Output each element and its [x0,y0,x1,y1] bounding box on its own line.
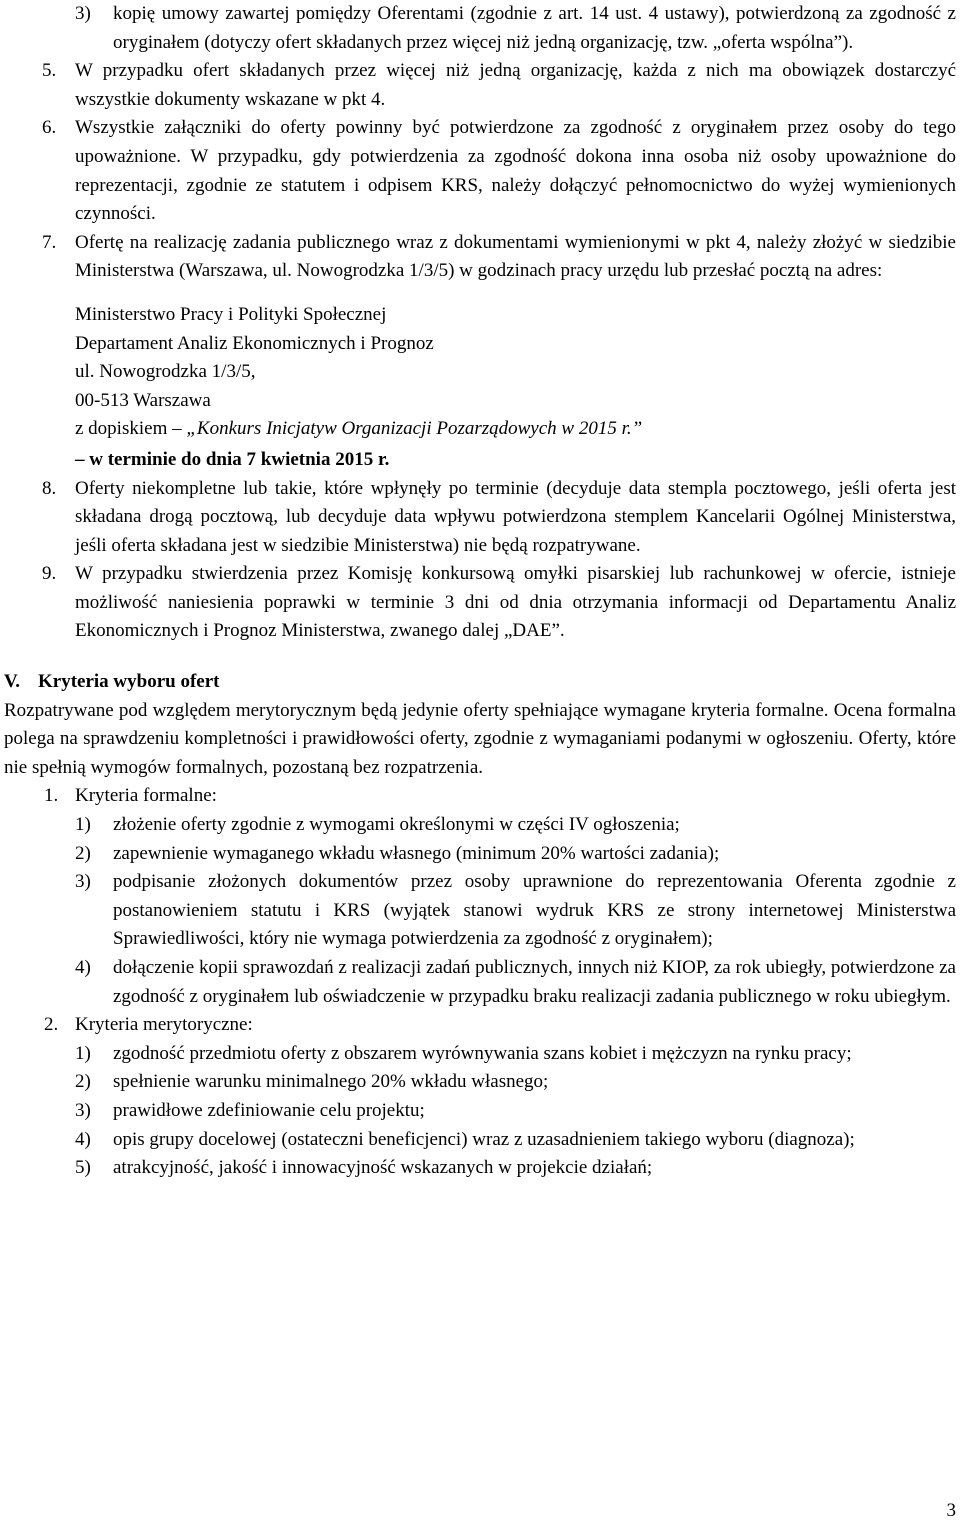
annotation-prefix: z dopiskiem – [75,418,187,440]
item-number: 1) [75,814,91,836]
item-number: 4) [75,1128,91,1150]
list-item [0,811,960,840]
criteria-group-formal [0,782,960,811]
list-item [0,560,960,646]
list-item [0,1097,960,1126]
item-number: 6. [42,117,57,139]
item-number: 3) [75,3,91,24]
item-number: 3) [75,871,91,893]
list-item [0,954,960,1011]
address-line: 00-513 Warszawa [75,389,211,411]
page-number: 3 [946,1500,956,1522]
list-item [0,1126,960,1155]
list-item [0,57,960,114]
item-text: zapewnienie wymaganego wkładu własnego (minimum 20% wartości zadania); [113,842,720,864]
section-intro: Rozpatrywane pod względem merytorycznym będą jedynie oferty spełniające wymagane kryteria formalne. Ocena formalna polega na sprawdzeniu kompletności i prawidłowości oferty, zgodnie z wymaganiami podanymi w ogłoszeniu. Oferty, które nie spełnią wymogów formalnych, pozostaną bez rozpatrzenia. [4,699,956,778]
item-number: 2) [75,842,91,864]
item-text: W przypadku ofert składanych przez więcej niż jedną organizację, każda z nich ma obowiązek dostarczyć wszystkie dokumenty wskazane w pkt 4. [75,60,956,110]
item-text: dołączenie kopii sprawozdań z realizacji zadań publicznych, innych niż KIOP, za rok ubiegły, potwierdzone za zgodność z oryginałem lub oświadczenie w przypadku braku realizacji zadania publicznego w roku ubiegłym. [113,957,956,1007]
group-label: Kryteria formalne: [75,785,217,807]
list-item [0,475,960,561]
item-number: 7. [42,231,57,253]
item-text: W przypadku stwierdzenia przez Komisję konkursową omyłki pisarskiej lub rachunkowej w ofercie, istnieje możliwość naniesienia poprawki w terminie 3 dni od dnia otrzymania informacji od Departamentu Analiz Ekonomicznych i Prognoz Ministerstwa, zwanego dalej „DAE”. [75,563,956,642]
item-number: 3) [75,1099,91,1121]
item-text: kopię umowy zawartej pomiędzy Oferentami (zgodnie z art. 14 ust. 4 ustawy), potwierdzoną za zgodność z oryginałem (dotyczy ofert składanych przez więcej niż jedną organizację, tzw. „oferta wspólna”). [113,3,956,53]
group-number: 1. [44,785,59,807]
item-text: atrakcyjność, jakość i innowacyjność wskazanych w projekcie działań; [113,1157,653,1179]
item-number: 9. [42,563,57,585]
item-number: 2) [75,1071,91,1093]
item-text: Oferty niekompletne lub takie, które wpłynęły po terminie (decyduje data stempla pocztowego, jeśli oferta jest składana drogą pocztową, lub decyduje data wpływu potwierdzona stemplem Kancelarii Ogólnej Ministerstwa, jeśli oferta składana jest w siedzibie Ministerstwa) nie będą rozpatrywane. [75,477,956,556]
group-label: Kryteria merytoryczne: [75,1014,253,1036]
list-item [0,0,960,57]
address-line: ul. Nowogrodzka 1/3/5, [75,361,256,383]
list-item [0,229,960,286]
item-text: opis grupy docelowej (ostateczni beneficjenci) wraz z uzasadnieniem takiego wyboru (diagnoza); [113,1128,855,1150]
section-heading [0,668,960,697]
item-text: Wszystkie załączniki do oferty powinny być potwierdzone za zgodność z oryginałem przez osoby do tego upoważnione. W przypadku, gdy potwierdzenia za zgodność dokona inna osoba niż osoby upoważnione do reprezentacji, zgodnie ze statutem i odpisem KRS, należy dołączyć pełnomocnictwo do wyżej wymienionych czynności. [75,117,956,225]
group-number: 2. [44,1014,59,1036]
section-title: Kryteria wyboru ofert [38,671,220,693]
item-number: 8. [42,477,57,499]
list-item [0,840,960,869]
item-number: 1) [75,1042,91,1064]
address-line: Ministerstwo Pracy i Polityki Społecznej [75,303,387,325]
item-text: Ofertę na realizację zadania publicznego wraz z dokumentami wymienionymi w pkt 4, należy złożyć w siedzibie Ministerstwa (Warszawa, ul. Nowogrodzka 1/3/5) w godzinach pracy urzędu lub przesłać pocztą na adres: [75,231,956,282]
section-number: V. [4,671,21,693]
submission-deadline: – w terminie do dnia 7 kwietnia 2015 r. [75,448,390,470]
address-annotation [75,415,960,444]
list-item [0,1040,960,1069]
item-text: złożenie oferty zgodnie z wymogami określonymi w części IV ogłoszenia; [113,814,680,836]
item-text: podpisanie złożonych dokumentów przez osoby uprawnione do reprezentowania Oferenta zgodnie z postanowieniem statutu i KRS (wyjątek stanowi wydruk KRS ze strony internetowej Ministerstwa Sprawiedliwości, który nie wymaga potwierdzenia za zgodność z oryginałem); [113,871,956,950]
criteria-group-merit [0,1011,960,1040]
annotation-title: „Konkurs Inicjatyw Organizacji Pozarządowych w 2015 r.” [186,418,643,440]
item-text: spełnienie warunku minimalnego 20% wkładu własnego; [113,1071,549,1093]
list-item [0,1068,960,1097]
item-number: 5) [75,1157,91,1179]
mailing-address [0,301,960,444]
list-item [0,114,960,228]
item-number: 4) [75,957,91,978]
address-line: Departament Analiz Ekonomicznych i Prognoz [75,332,434,354]
list-item [0,868,960,954]
item-text: zgodność przedmiotu oferty z obszarem wyrównywania szans kobiet i mężczyzn na rynku pracy; [113,1042,852,1064]
item-text: prawidłowe zdefiniowanie celu projektu; [113,1099,425,1121]
list-item [0,1154,960,1183]
item-number: 5. [42,60,57,82]
